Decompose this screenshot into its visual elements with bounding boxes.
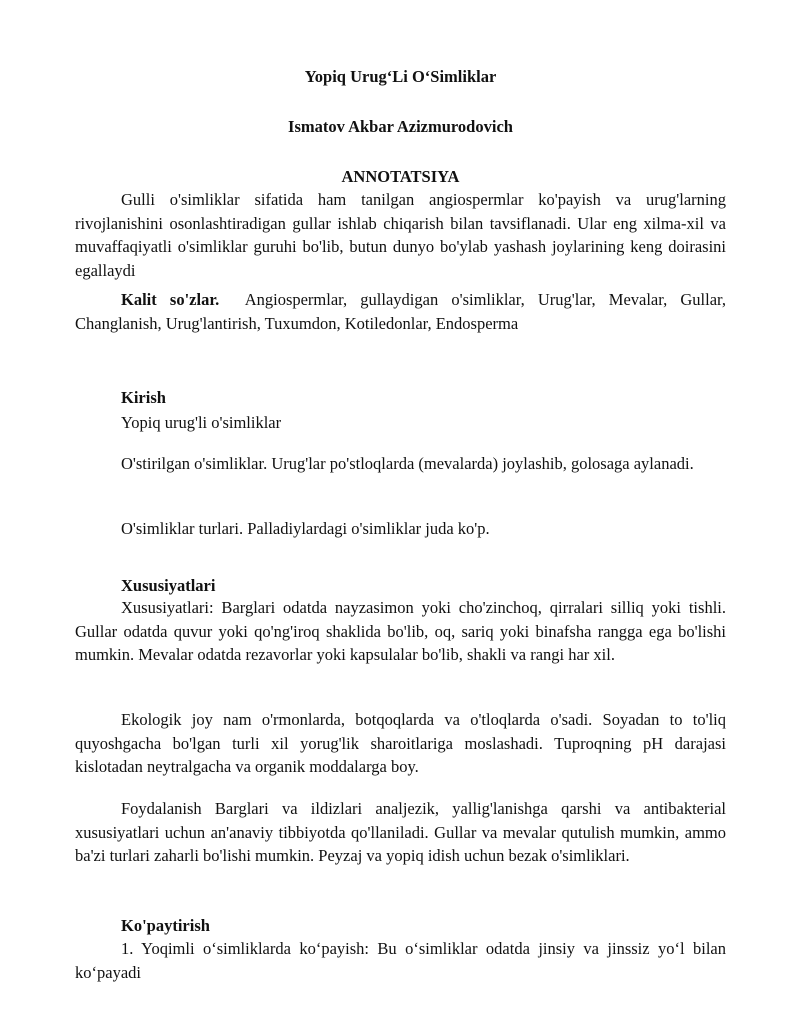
reproduction-heading: Ko'paytirish [121,916,210,935]
intro-paragraph-1: O'stirilgan o'simliklar. Urug'lar po'stloqlarda (mevalarda) joylashib, golosaga aylanadi. [121,454,694,473]
features-paragraph-2: Ekologik joy nam o'rmonlarda, botqoqlarda va o'tloqlarda o'sadi. Soyadan to to'liq quyoshgacha bo'lgan turli xil yorug'lik sharoitlariga moslashadi. Tuproqning pH darajasi kislotadan neytralgacha va organik moddalarga boy. [75,710,726,776]
features-paragraph-3: Foydalanish Barglari va ildizlari analjezik, yallig'lanishga qarshi va antibakterial xususiyatlari uchun an'anaviy tibbiyotda qo'llaniladi. Gullar va mevalar qutulish mumkin, ammo ba'zi turlari zaharli bo'lishi mumkin. Peyzaj va yopiq idish uchun bezak o'simliklari. [75,799,726,865]
keywords-paragraph [75,288,726,335]
abstract-heading: ANNOTATSIYA [341,167,460,186]
reproduction-paragraph-1: 1. Yoqimli o‘simliklarda ko‘payish: Bu o‘simliklar odatda jinsiy va jinssiz yo‘l bilan ko‘payadi [75,939,726,982]
intro-line: Yopiq urug'li o'simliklar [121,413,282,432]
intro-heading: Kirish [121,388,166,407]
keywords-label: Kalit so'zlar. [121,290,220,309]
keywords-text: Angiospermlar, gullaydigan o'simliklar, Urug'lar, Mevalar, Gullar, Changlanish, Urug'lantirish, Tuxumdon, Kotiledonlar, Endosperma [75,290,726,333]
author-name: Ismatov Akbar Azizmurodovich [288,117,513,136]
features-paragraph-1: Xususiyatlari: Barglari odatda nayzasimon yoki cho'zinchoq, qirralari silliq yoki tishli. Gullar odatda quvur yoki qo'ng'iroq shaklida bo'lib, oq, sariq yoki binafsha rangga ega bo'lishi mumkin. Mevalar odatda rezavorlar yoki kapsulalar bo'lib, shakli va rangi har xil. [75,598,726,664]
intro-paragraph-2: O'simliklar turlari. Palladiylardagi o'simliklar juda ko'p. [121,519,490,538]
document-title: Yopiq Urug‘Li O‘Simliklar [304,67,497,86]
features-heading: Xususiyatlari [121,576,216,595]
abstract-text: Gulli o'simliklar sifatida ham tanilgan angiospermlar ko'payish va urug'larning rivojlanishini osonlashtiradigan gullar ishlab chiqarish bilan tavsiflanadi. Ular eng xilma-xil va muvaffaqiyatli o'simliklar guruhi bo'lib, butun dunyo bo'ylab yashash joylarining keng doirasini egallaydi [75,190,726,280]
